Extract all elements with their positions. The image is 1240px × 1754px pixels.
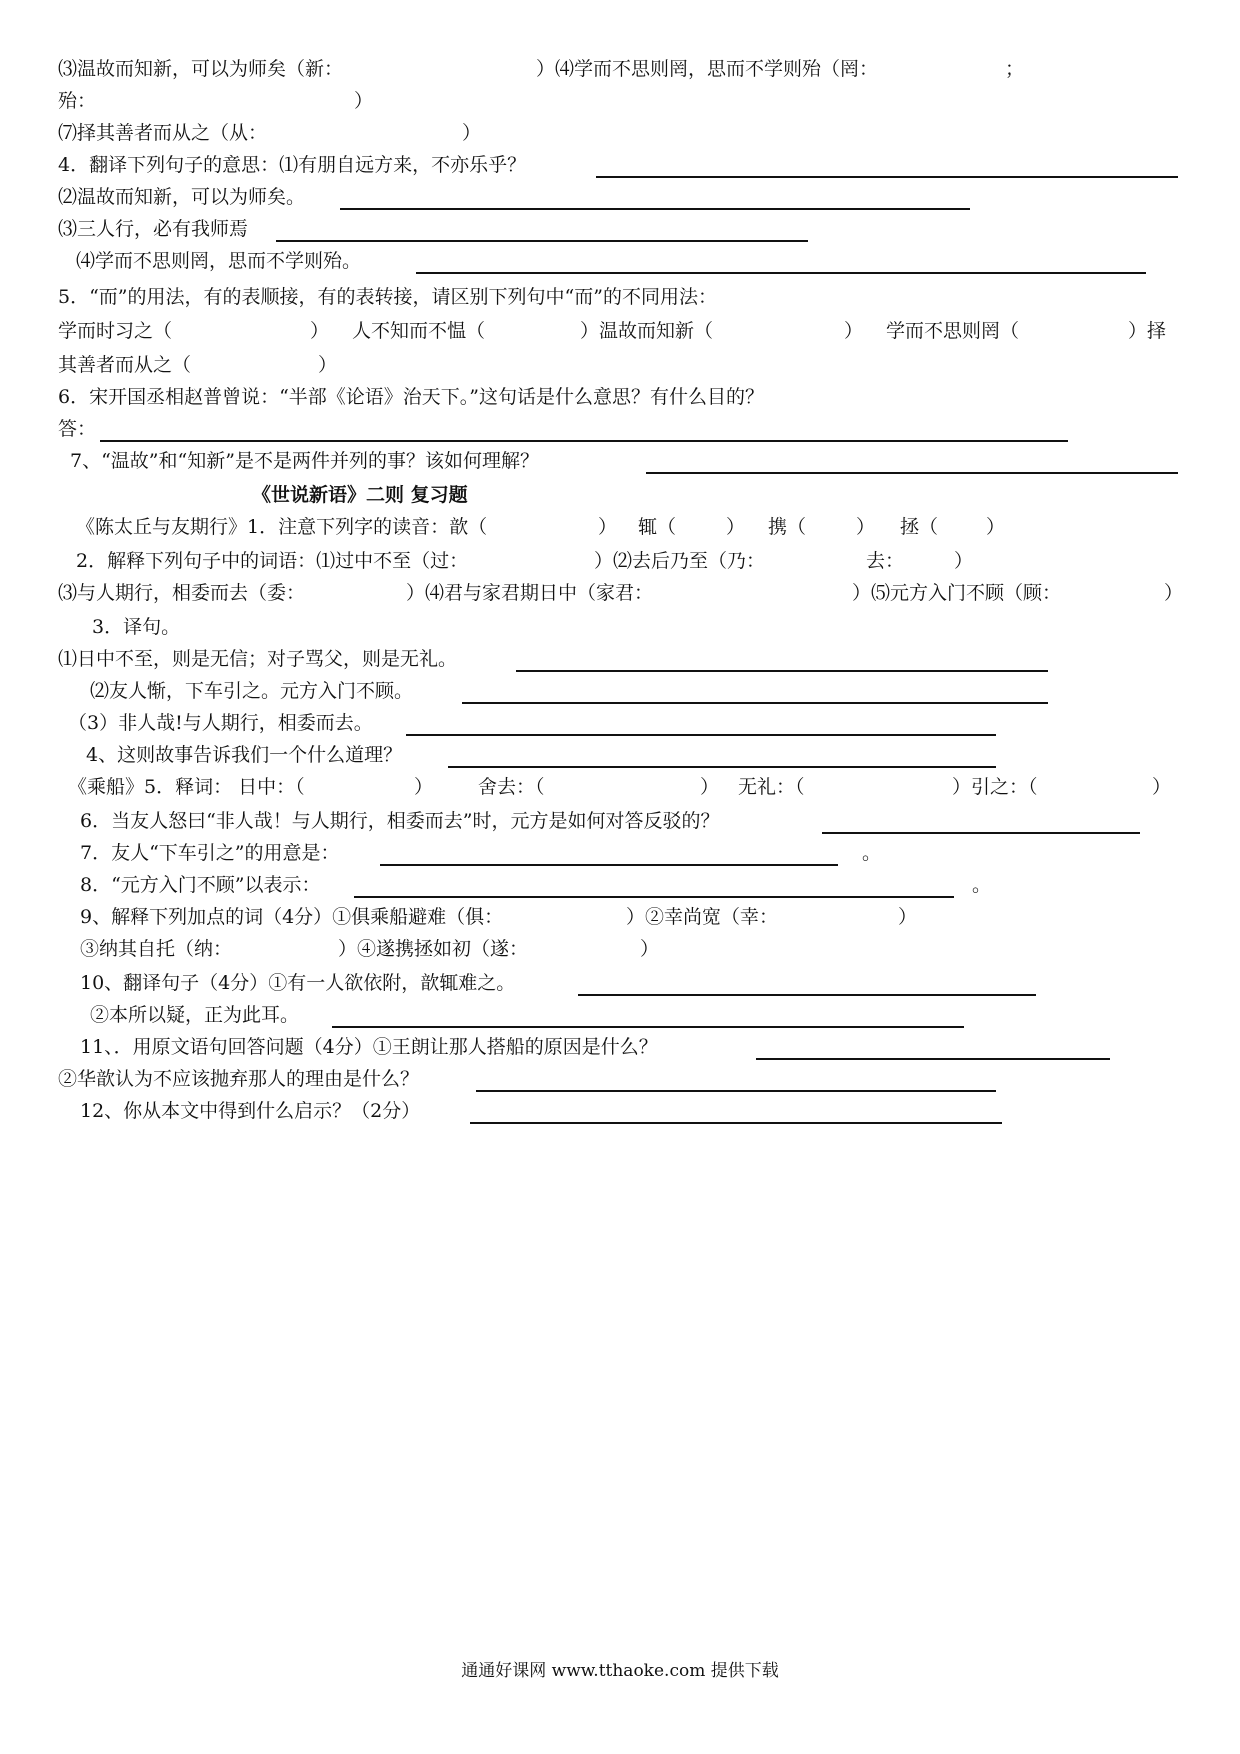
q5-word: ）引之：（ <box>952 776 1038 798</box>
q5-item: ） <box>318 354 338 376</box>
q3-word-xin: ⑶温故而知新，可以为师矣（新： <box>58 58 344 80</box>
q11-question-2: ②华歆认为不应该抛弃那人的理由是什么？ <box>58 1068 420 1090</box>
paren-close: ） <box>856 516 876 538</box>
q10-sentence-1: 10、翻译句子（4分）①有一人欲依附，歆辄难之。 <box>80 972 516 994</box>
answer-line[interactable] <box>354 896 954 898</box>
paren-close: ） <box>986 516 1006 538</box>
q3-sentence-2: ⑵友人惭，下车引之。元方入门不顾。 <box>90 680 414 702</box>
q3-word-dai-close: ） <box>354 90 374 112</box>
q9-word: ③纳其自托（纳： <box>80 938 233 960</box>
answer-line[interactable] <box>516 670 1048 672</box>
q12-question: 12、你从本文中得到什么启示？（2分） <box>80 1100 421 1122</box>
q3-sentence-3: （3）非人哉!与人期行，相委而去。 <box>68 712 373 734</box>
q5-item: 人不知而不愠（ <box>352 320 486 342</box>
q2-word: ⑶与人期行，相委而去（委： <box>58 582 306 604</box>
q5-item: ）择 <box>1128 320 1167 342</box>
answer-line[interactable] <box>340 208 970 210</box>
q2-word: 去： <box>866 550 905 572</box>
q3-title: 3．译句。 <box>92 616 181 638</box>
answer-line[interactable] <box>448 766 996 768</box>
answer-line[interactable] <box>416 272 1146 274</box>
q2-word: ）⑸元方入门不顾（顾： <box>852 582 1062 604</box>
q1-word: 拯（ <box>900 516 939 538</box>
q2-word: ）⑵去后乃至（乃： <box>594 550 766 572</box>
q5-word: 舍去：（ <box>478 776 545 798</box>
q3-sentence-1: ⑴日中不至，则是无信；对子骂父，则是无礼。 <box>58 648 458 670</box>
answer-line[interactable] <box>380 864 838 866</box>
q1-word: 携（ <box>768 516 807 538</box>
q3-word-wang: ）⑷学而不思则罔，思而不学则殆（罔： <box>536 58 879 80</box>
answer-line[interactable] <box>276 240 808 242</box>
q6-question: 6．宋开国丞相赵普曾说：“半部《论语》治天下。”这句话是什么意思？有什么目的？ <box>58 386 765 408</box>
section-title: 《世说新语》二则 复习题 <box>252 484 468 506</box>
paren-close: ） <box>640 938 660 960</box>
paren-close: ） <box>1164 582 1184 604</box>
answer-line[interactable] <box>596 176 1178 178</box>
q5-word: 无礼：（ <box>738 776 805 798</box>
answer-line[interactable] <box>470 1122 1002 1124</box>
q9-word: ）②幸尚宽（幸： <box>626 906 779 928</box>
q6-question: 6．当友人怒曰“非人哉！与人期行，相委而去”时，元方是如何对答反驳的？ <box>80 810 720 832</box>
q7-end: 。 <box>862 842 882 864</box>
q5-item: ） <box>844 320 864 342</box>
paren-close: ） <box>598 516 618 538</box>
q5-item: ） <box>310 320 330 342</box>
q8-question: 8．“元方入门不顾”以表示： <box>80 874 321 896</box>
footer-credit: 通通好课网 www.tthaoke.com 提供下载 <box>461 1661 779 1681</box>
answer-line[interactable] <box>332 1026 964 1028</box>
answer-line[interactable] <box>100 440 1068 442</box>
q10-sentence-2: ②本所以疑，正为此耳。 <box>90 1004 300 1026</box>
answer-line[interactable] <box>822 832 1140 834</box>
paren-close: ） <box>414 776 434 798</box>
q5-item: ）温故而知新（ <box>580 320 714 342</box>
q9-word: 9、解释下列加点的词（4分）①俱乘船避难（俱： <box>80 906 504 928</box>
q8-end: 。 <box>972 874 992 896</box>
paren-close: ） <box>1152 776 1172 798</box>
q5-question: 5．“而”的用法，有的表顺接，有的表转接，请区别下列句中“而”的不同用法： <box>58 286 717 308</box>
paren-close: ） <box>700 776 720 798</box>
paren-close: ） <box>954 550 974 572</box>
answer-line[interactable] <box>406 734 996 736</box>
q9-word: ）④遂携拯如初（遂： <box>338 938 529 960</box>
paren-close: ） <box>726 516 746 538</box>
q1-word: 辄（ <box>638 516 677 538</box>
answer-line[interactable] <box>646 472 1178 474</box>
q6-answer-label: 答： <box>58 418 97 440</box>
q5-item: 学而不思则罔（ <box>886 320 1020 342</box>
answer-line[interactable] <box>462 702 1048 704</box>
q1-reading: 《陈太丘与友期行》1．注意下列字的读音：歆（ <box>76 516 488 538</box>
q2-word: ）⑷君与家君期日中（家君： <box>406 582 654 604</box>
q4-sentence-3: ⑶三人行，必有我师焉 <box>58 218 249 240</box>
q4-question: 4、这则故事告诉我们一个什么道理？ <box>86 744 403 766</box>
q7-question: 7、“温故”和“知新”是不是两件并列的事？该如何理解？ <box>70 450 539 472</box>
answer-line[interactable] <box>476 1090 996 1092</box>
q3-word-dai: 殆： <box>58 90 97 112</box>
paren-close: ） <box>898 906 918 928</box>
q2-question: 2．解释下列句子中的词语：⑴过中不至（过： <box>76 550 469 572</box>
q4-sentence-4: ⑷学而不思则罔，思而不学则殆。 <box>76 250 362 272</box>
q4-sentence-2: ⑵温故而知新，可以为师矣。 <box>58 186 306 208</box>
answer-line[interactable] <box>756 1058 1110 1060</box>
q5-item: 学而时习之（ <box>58 320 173 342</box>
q3-semicolon: ； <box>1005 58 1025 80</box>
q4-question: 4．翻译下列句子的意思：⑴有朋自远方来，不亦乐乎？ <box>58 154 527 176</box>
q3-word-cong-close: ） <box>462 122 482 144</box>
q3-word-cong: ⑺择其善者而从之（从： <box>58 122 268 144</box>
q5-item: 其善者而从之（ <box>58 354 192 376</box>
answer-line[interactable] <box>578 994 1036 996</box>
q7-question: 7．友人“下车引之”的用意是： <box>80 842 340 864</box>
q5-question: 《乘船》5．释词： 日中：（ <box>68 776 305 798</box>
q11-question-1: 11、．用原文语句回答问题（4分）①王朗让那人搭船的原因是什么？ <box>80 1036 658 1058</box>
